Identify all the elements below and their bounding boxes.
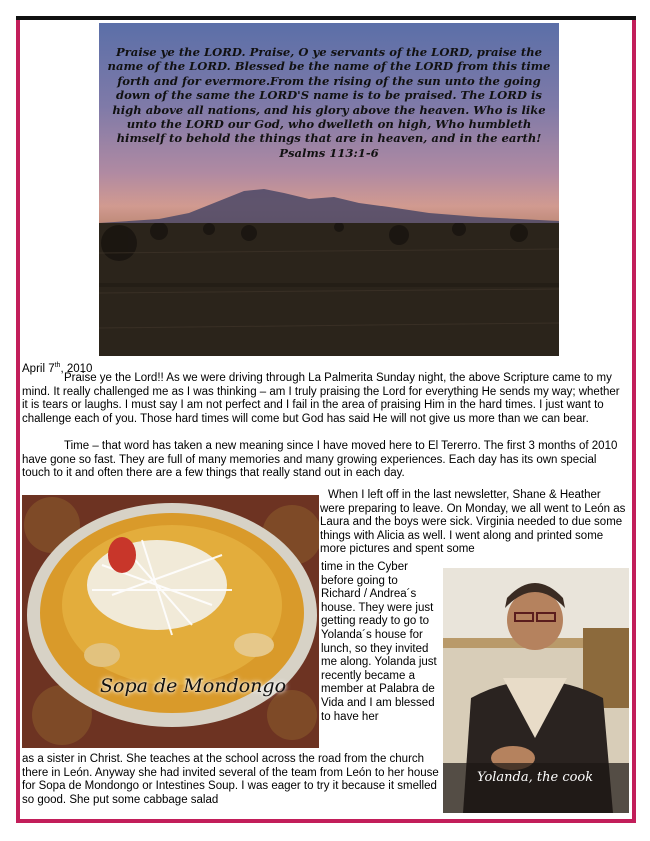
- newsletter-page: [16, 20, 636, 823]
- soup-caption: Sopa de Mondongo: [100, 675, 287, 697]
- hero-photo: [99, 23, 559, 356]
- newsletter-date: April 7th, 2010: [22, 362, 93, 375]
- scripture-overlay: Praise ye the LORD. Praise, O ye servants of the LORD, praise the name of the LORD. Blessed be the name of the LORD from this time forth and for evermore.From the rising of the sun unto the going down of the same the LORD'S name is to be praised. The LORD is high above all nations, and his glory above the heaven. Who is like unto the LORD our God, who dwelleth on high, Who humbleth himself to behold the things that are in heaven, and in the earth! Psalms 113:1-6: [107, 45, 551, 160]
- cook-caption: Yolanda, the cook: [477, 770, 594, 785]
- soup-photo: [22, 495, 319, 748]
- paragraph-newsletter-middle: time in the Cyber before going to Richard / Andrea´s house. They were just getting ready to go to Yolanda´s house for lunch, so they invited me along. Yolanda just recently became a member at Palabra de Vida and I am blessed to have her: [321, 561, 437, 723]
- paragraph-praise: Praise ye the Lord!! As we were driving through La Palmerita Sunday night, the above Scripture came to my mind. It really challenged me as I was thinking – am I truly praising the Lord for everything He sends my way; whether it is tears or laughs. I must say I am not perfect and I fail in the area of praising Him in the hard times. I just want to challenge each of you. Those hard times will come but God has said He will not give us more than we can bear.: [22, 372, 620, 425]
- field-foreground: [99, 223, 559, 356]
- paragraph-newsletter-bottom: as a sister in Christ. She teaches at the school across the road from the church there in León. Anyway she had invited several of the team from León to her house for Sopa de Mondongo or Intestines Soup. I was eager to try it because it smelled so good. She put some cabbage salad: [22, 753, 439, 806]
- cook-photo: [443, 568, 629, 813]
- paragraph-newsletter-top: When I left off in the last newsletter, Shane & Heather were preparing to leave. On Monday, we all went to León as Laura and the boys were sick. Virginia needed to due some things with Alicia as well. I went along and printed some more pictures and spent some: [320, 489, 626, 556]
- soup-bowl-graphic: [22, 495, 319, 748]
- paragraph-time: Time – that word has taken a new meaning since I have moved here to El Tererro. The first 3 months of 2010 have gone so fast. They are full of many memories and many growing experiences. Each day has its own special touch to it and often there are a few things that really stand out in each day.: [22, 440, 618, 480]
